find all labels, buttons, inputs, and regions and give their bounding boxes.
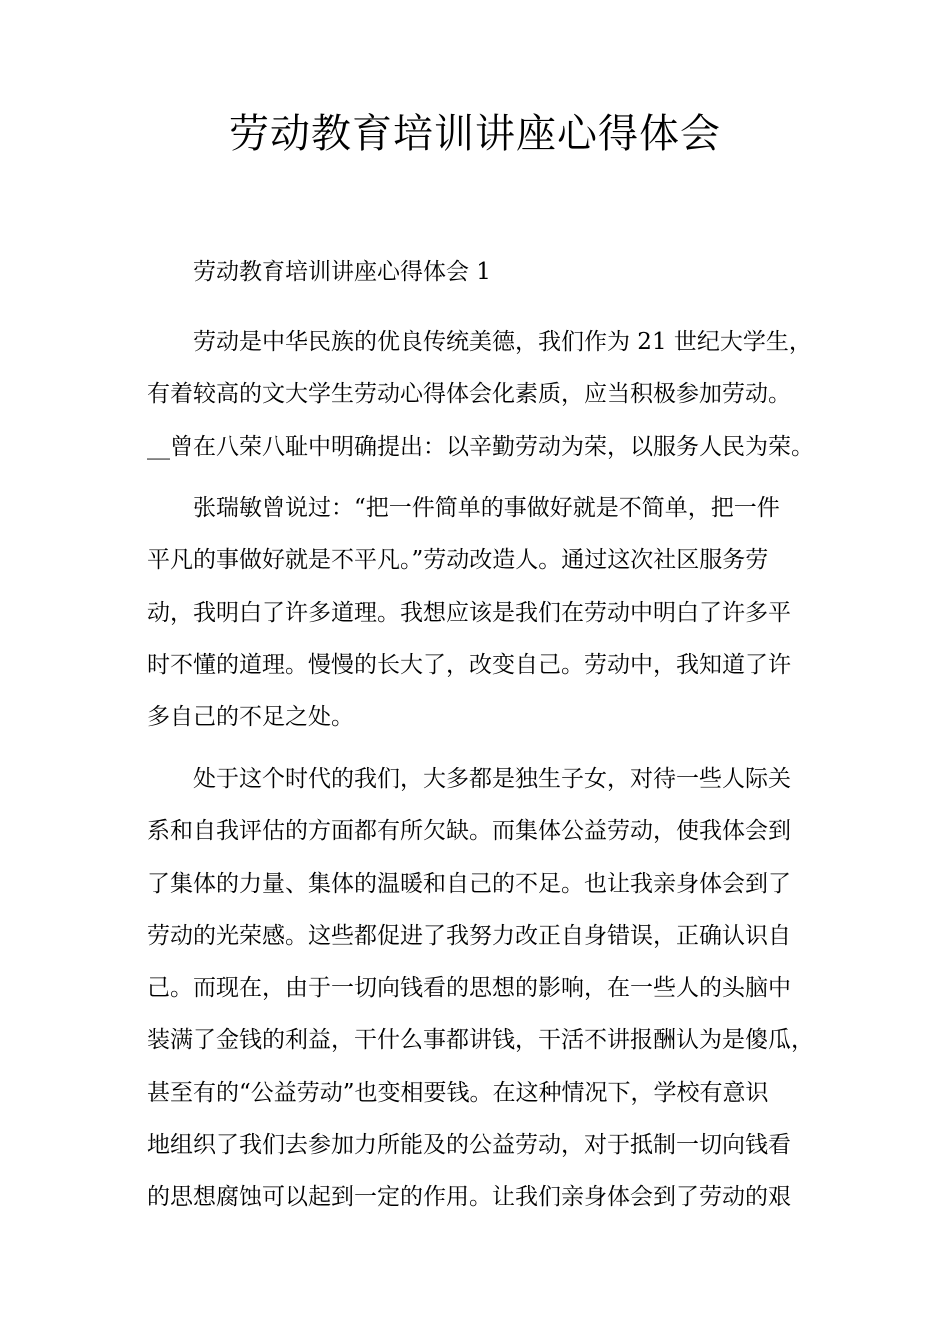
paragraph-3 xyxy=(147,753,814,1224)
paragraph-line: 处于这个时代的我们，大多都是独生子女，对待一些人际关 xyxy=(193,766,791,792)
document-title: 劳动教育培训讲座心得体会 xyxy=(229,111,721,157)
paragraph-line: 时不懂的道理。慢慢的长大了，改变自己。劳动中，我知道了许 xyxy=(147,651,791,678)
paragraph-line: 劳动的光荣感。这些都促进了我努力改正自身错误，正确认识自 xyxy=(147,922,791,949)
paragraph-line: 装满了金钱的利益，干什么事都讲钱，干活不讲报酬认为是傻瓜， xyxy=(147,1027,814,1054)
paragraph-line: 了集体的力量、集体的温暖和自己的不足。也让我亲身体会到了 xyxy=(147,870,791,897)
paragraph-line: __曾在八荣八耻中明确提出：以辛勤劳动为荣，以服务人民为荣。 xyxy=(147,433,814,460)
paragraph-2 xyxy=(147,482,807,743)
paragraph-line: 地组织了我们去参加力所能及的公益劳动，对于抵制一切向钱看 xyxy=(147,1132,791,1159)
paragraph-line: 系和自我评估的方面都有所欠缺。而集体公益劳动，使我体会到 xyxy=(147,818,791,845)
paragraph-1 xyxy=(147,316,814,473)
paragraph-line: 有着较高的文大学生劳动心得体会化素质，应当积极参加劳动。 xyxy=(147,381,791,408)
paragraph-line: 动，我明白了许多道理。我想应该是我们在劳动中明白了许多平 xyxy=(147,599,791,626)
section-heading: 劳动教育培训讲座心得体会 1 xyxy=(193,259,491,285)
paragraph-line: 平凡的事做好就是不平凡。”劳动改造人。通过这次社区服务劳 xyxy=(147,547,769,574)
paragraph-line: 张瑞敏曾说过：“把一件简单的事做好就是不简单，把一件 xyxy=(193,495,780,521)
paragraph-line: 劳动是中华民族的优良传统美德，我们作为 21 世纪大学生， xyxy=(193,329,812,355)
paragraph-line: 的思想腐蚀可以起到一定的作用。让我们亲身体会到了劳动的艰 xyxy=(147,1184,791,1211)
paragraph-line: 多自己的不足之处。 xyxy=(147,704,354,731)
paragraph-line: 甚至有的“公益劳动”也变相要钱。在这种情况下，学校有意识 xyxy=(147,1079,769,1106)
paragraph-line: 己。而现在，由于一切向钱看的思想的影响，在一些人的头脑中 xyxy=(147,975,791,1002)
